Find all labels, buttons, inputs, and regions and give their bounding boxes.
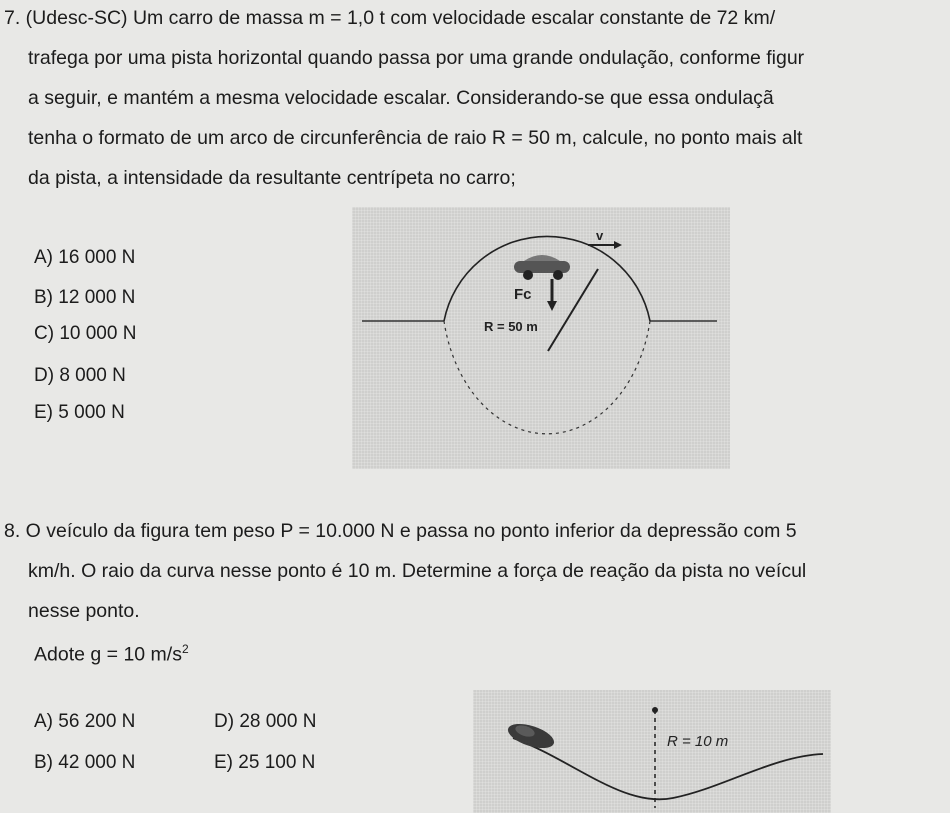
q7-option-d[interactable]: D) 8 000 N xyxy=(34,365,126,386)
radius-label: R = 50 m xyxy=(484,319,538,334)
radius-label: R = 10 m xyxy=(667,733,729,750)
q7-figure xyxy=(352,207,730,469)
hill-arc xyxy=(444,236,650,321)
q8-option-e[interactable]: E) 25 100 N xyxy=(214,752,316,773)
q7-line-4: tenha o formato de um arco de circunferência de raio R = 50 m, calcule, no ponto mais alt xyxy=(28,127,803,149)
q8-option-d[interactable]: D) 28 000 N xyxy=(214,711,317,732)
q8-line-1: 8. O veículo da figura tem peso P = 10.000 N e passa no ponto inferior da depressão com 5 xyxy=(4,520,797,542)
q7-option-b[interactable]: B) 12 000 N xyxy=(34,287,136,308)
circle-dashed xyxy=(444,321,650,434)
q7-line-2: trafega por uma pista horizontal quando passa por uma grande ondulação, conforme figur xyxy=(28,47,805,69)
q8-line-2: km/h. O raio da curva nesse ponto é 10 m. Determine a força de reação da pista no veícul xyxy=(28,560,807,582)
q7-line-1: 7. (Udesc-SC) Um carro de massa m = 1,0 t com velocidade escalar constante de 72 km/ xyxy=(4,7,776,29)
car-icon xyxy=(514,255,570,280)
q7-option-a[interactable]: A) 16 000 N xyxy=(34,247,136,268)
q8-figure-drawing xyxy=(473,690,831,813)
q7-option-e[interactable]: E) 5 000 N xyxy=(34,402,125,423)
q8-adote-exp: 2 xyxy=(181,642,189,656)
q8-adote xyxy=(34,638,189,666)
q8-adote-text: Adote g = 10 m/s xyxy=(34,643,182,666)
force-label: Fc xyxy=(514,286,532,303)
velocity-label: v xyxy=(596,228,604,243)
q7-figure-drawing xyxy=(352,207,730,469)
q7-option-c[interactable]: C) 10 000 N xyxy=(34,323,137,344)
car-icon xyxy=(505,719,557,753)
q7-line-5: da pista, a intensidade da resultante centrípeta no carro; xyxy=(28,167,516,189)
q8-option-a[interactable]: A) 56 200 N xyxy=(34,711,136,732)
q8-line-3: nesse ponto. xyxy=(28,600,140,622)
radius-line xyxy=(548,269,598,351)
q8-figure xyxy=(473,690,831,813)
q8-option-b[interactable]: B) 42 000 N xyxy=(34,752,136,773)
q7-line-3: a seguir, e mantém a mesma velocidade escalar. Considerando-se que essa ondulaçã xyxy=(28,87,774,109)
